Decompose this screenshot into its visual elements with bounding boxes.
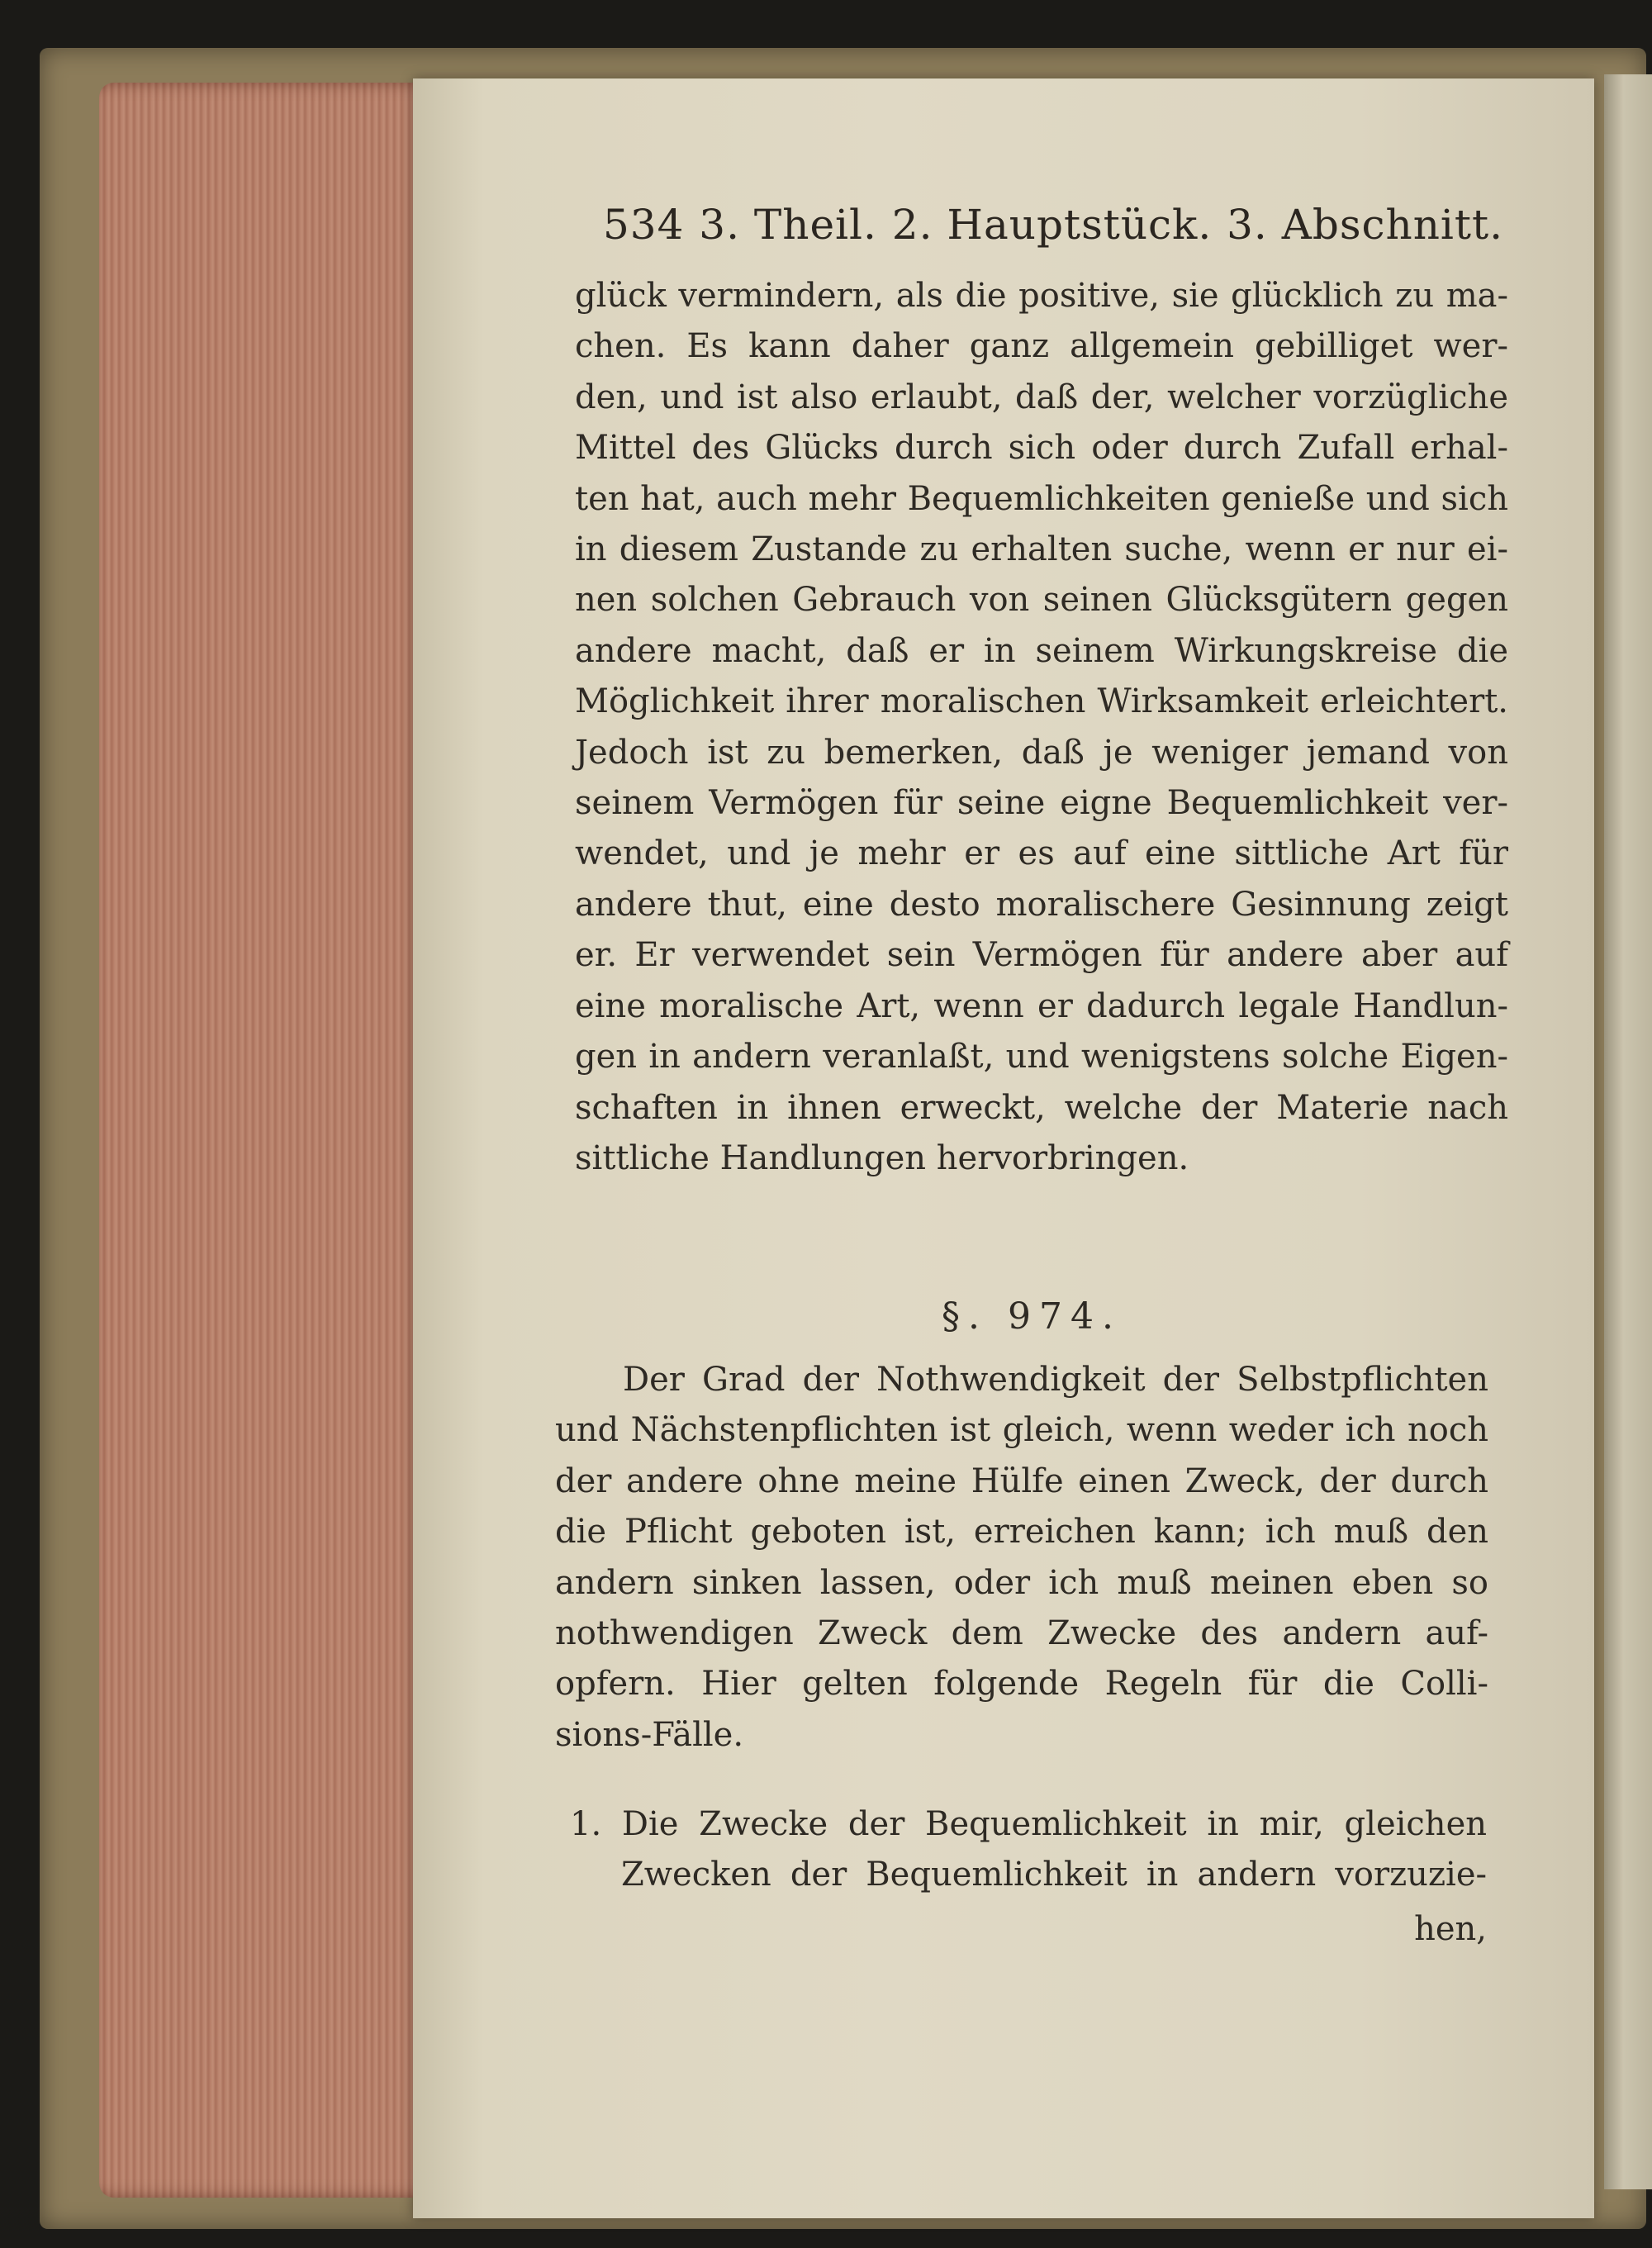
text-line: der andere ohne meine Hülfe einen Zweck, der durch [555,1461,1488,1500]
text-line: sittliche Handlungen hervorbringen. [575,1138,1189,1177]
text-line: Möglichkeit ihrer moralischen Wirksamkeit erleichtert. [575,682,1508,721]
paragraph-974 [555,1355,1488,1761]
text-line: eine moralische Art, wenn er dadurch legale Handlun- [575,986,1508,1025]
text-line: wendet, und je mehr er es auf eine sittliche Art für [575,834,1508,873]
header-section: 3. Abschnitt. [1227,201,1503,249]
section-heading: §. 974. [942,1295,1122,1338]
catchword: hen, [1414,1910,1487,1948]
text-line: glück vermindern, als die positive, sie glücklich zu ma- [575,277,1508,315]
rule-item-1: 1. Die Zwecke der Bequemlichkeit in mir, gleichen [570,1805,1487,1843]
text-line: in diesem Zustande zu erhalten suche, wenn er nur ei- [575,530,1508,569]
text-line: die Pflicht geboten ist, erreichen kann; ich muß den [555,1513,1488,1552]
text-line: andern sinken lassen, oder ich muß meinen eben so [555,1563,1488,1602]
text-line: Zwecken der Bequemlichkeit in andern vorzuzie- [621,1856,1487,1894]
text-line: den, und ist also erlaubt, daß der, welcher vorzügliche [575,378,1508,416]
text-line: nen solchen Gebrauch von seinen Glücksgütern gegen [575,581,1508,620]
text-line: seinem Vermögen für seine eigne Bequemlichkeit ver- [575,784,1508,823]
paragraph-continued [575,271,1508,1184]
text-line: Jedoch ist zu bemerken, daß je weniger jemand von [575,733,1508,772]
page-edges [99,83,446,2198]
running-header [603,201,1503,249]
text-line: schaften in ihnen erweckt, welche der Materie nach [575,1088,1508,1127]
text-line: chen. Es kann daher ganz allgemein gebilliget wer- [575,327,1508,366]
rule-list [570,1799,1487,1901]
text-line: nothwendigen Zweck dem Zwecke des andern auf- [555,1614,1488,1653]
text-line: andere macht, daß er in seinem Wirkungskreise die [575,631,1508,670]
next-page-edge [1604,74,1652,2189]
text-line: andere thut, eine desto moralischere Gesinnung zeigt [575,885,1508,924]
text-line: Mittel des Glücks durch sich oder durch Zufall erhal- [575,429,1508,468]
text-line: sions-Fälle. [555,1715,744,1754]
text-line: er. Er verwendet sein Vermögen für andere aber auf [575,936,1508,975]
text-line: ten hat, auch mehr Bequemlichkeiten genieße und sich [575,479,1508,518]
page-number: 534 [603,201,685,249]
header-part: 3. Theil. [699,201,877,249]
text-line: und Nächstenpflichten ist gleich, wenn weder ich noch [555,1411,1488,1450]
text-line: Der Grad der Nothwendigkeit der Selbstpflichten [623,1361,1488,1399]
header-chapter: 2. Hauptstück. [891,201,1213,249]
text-line: gen in andern veranlaßt, und wenigstens solche Eigen- [575,1038,1508,1076]
text-line: opfern. Hier gelten folgende Regeln für die Colli- [555,1665,1488,1704]
